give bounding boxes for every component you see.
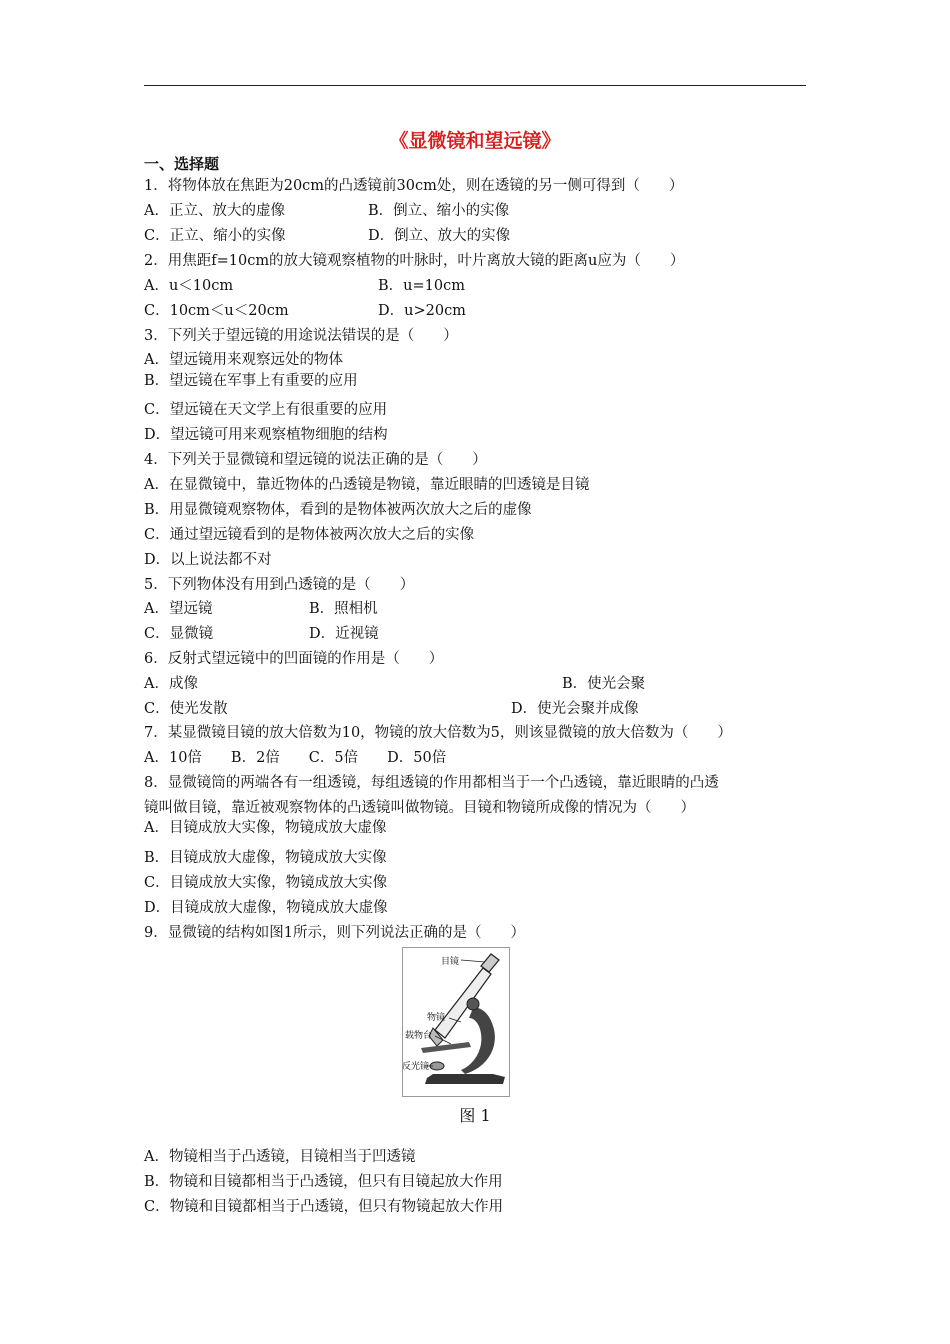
option-8c: C．目镜成放大实像，物镜成放大实像 bbox=[144, 875, 388, 891]
label-eyepiece: 目镜 bbox=[441, 957, 460, 967]
option-8a: A．目镜成放大实像，物镜成放大虚像 bbox=[144, 820, 387, 836]
header-rule bbox=[144, 85, 806, 86]
option-9a: A．物镜相当于凸透镜，目镜相当于凹透镜 bbox=[144, 1149, 416, 1165]
question-3: 3．下列关于望远镜的用途说法错误的是（ ） bbox=[144, 328, 458, 344]
stage-part bbox=[421, 1042, 471, 1053]
page-title: 《显微镜和望远镜》 bbox=[389, 130, 561, 152]
option-5a: A．望远镜 bbox=[144, 601, 213, 617]
option-5d: D．近视镜 bbox=[309, 626, 379, 642]
option-8d: D．目镜成放大虚像，物镜成放大虚像 bbox=[144, 900, 388, 916]
question-4: 4．下列关于显微镜和望远镜的说法正确的是（ ） bbox=[144, 452, 487, 468]
option-4b: B．用显微镜观察物体，看到的是物体被两次放大之后的虚像 bbox=[144, 502, 532, 518]
option-8b: B．目镜成放大虚像，物镜成放大实像 bbox=[144, 850, 387, 866]
microscope-figure bbox=[402, 947, 510, 1097]
eyepiece-leader bbox=[461, 960, 485, 962]
option-9b: B．物镜和目镜都相当于凸透镜，但只有目镜起放大作用 bbox=[144, 1174, 503, 1190]
options-7: A．10倍 B．2倍 C．5倍 D．50倍 bbox=[144, 750, 447, 766]
option-1d: D．倒立、放大的实像 bbox=[368, 228, 511, 244]
section-heading: 一、选择题 bbox=[144, 155, 220, 173]
label-stage: 载物台 bbox=[405, 1031, 433, 1041]
option-6b: B．使光会聚 bbox=[562, 676, 646, 692]
question-9: 9．显微镜的结构如图1所示，则下列说法正确的是（ ） bbox=[144, 925, 525, 941]
option-2b: B．u=10cm bbox=[378, 278, 465, 294]
option-9c: C．物镜和目镜都相当于凸透镜，但只有物镜起放大作用 bbox=[144, 1199, 504, 1215]
figure-caption: 图 1 bbox=[459, 1106, 491, 1125]
question-8-line1: 8．显微镜筒的两端各有一组透镜，每组透镜的作用都相当于一个凸透镜，靠近眼睛的凸透 bbox=[144, 775, 719, 791]
option-5c: C．显微镜 bbox=[144, 626, 214, 642]
label-objective: 物镜 bbox=[427, 1013, 446, 1023]
question-8-line2: 镜叫做目镜，靠近被观察物体的凸透镜叫做物镜。目镜和物镜所成像的情况为（ ） bbox=[144, 800, 695, 816]
option-6c: C．使光发散 bbox=[144, 701, 228, 717]
option-5b: B．照相机 bbox=[309, 601, 378, 617]
option-4a: A．在显微镜中，靠近物体的凸透镜是物镜，靠近眼睛的凹透镜是目镜 bbox=[144, 477, 590, 493]
option-1a: A．正立、放大的虚像 bbox=[144, 203, 285, 219]
option-4c: C．通过望远镜看到的是物体被两次放大之后的实像 bbox=[144, 527, 475, 543]
question-2: 2．用焦距f=10cm的放大镜观察植物的叶脉时，叶片离放大镜的距离u应为（ ） bbox=[144, 253, 685, 269]
option-6a: A．成像 bbox=[144, 676, 198, 692]
microscope-arm bbox=[461, 1008, 495, 1074]
question-6: 6．反射式望远镜中的凹面镜的作用是（ ） bbox=[144, 651, 444, 667]
question-5: 5．下列物体没有用到凸透镜的是（ ） bbox=[144, 577, 415, 593]
option-3d: D．望远镜可用来观察植物细胞的结构 bbox=[144, 427, 388, 443]
question-7: 7．某显微镜目镜的放大倍数为10，物镜的放大倍数为5，则该显微镜的放大倍数为（ ） bbox=[144, 725, 732, 741]
option-4d: D．以上说法都不对 bbox=[144, 552, 272, 568]
microscope-illustration bbox=[403, 948, 509, 1096]
microscope-base bbox=[425, 1074, 505, 1084]
option-2a: A．u＜10cm bbox=[144, 278, 234, 294]
option-2d: D．u>20cm bbox=[378, 303, 466, 319]
option-6d: D．使光会聚并成像 bbox=[511, 701, 639, 717]
option-3b: B．望远镜在军事上有重要的应用 bbox=[144, 373, 358, 389]
label-mirror: 反光镜 bbox=[403, 1062, 430, 1072]
focus-knob bbox=[467, 998, 479, 1010]
option-1c: C．正立、缩小的实像 bbox=[144, 228, 286, 244]
question-1: 1．将物体放在焦距为20cm的凸透镜前30cm处，则在透镜的另一侧可得到（ ） bbox=[144, 178, 684, 194]
option-1b: B．倒立、缩小的实像 bbox=[368, 203, 510, 219]
option-3a: A．望远镜用来观察远处的物体 bbox=[144, 352, 343, 368]
option-3c: C．望远镜在天文学上有很重要的应用 bbox=[144, 402, 388, 418]
option-2c: C．10cm＜u＜20cm bbox=[144, 303, 289, 319]
